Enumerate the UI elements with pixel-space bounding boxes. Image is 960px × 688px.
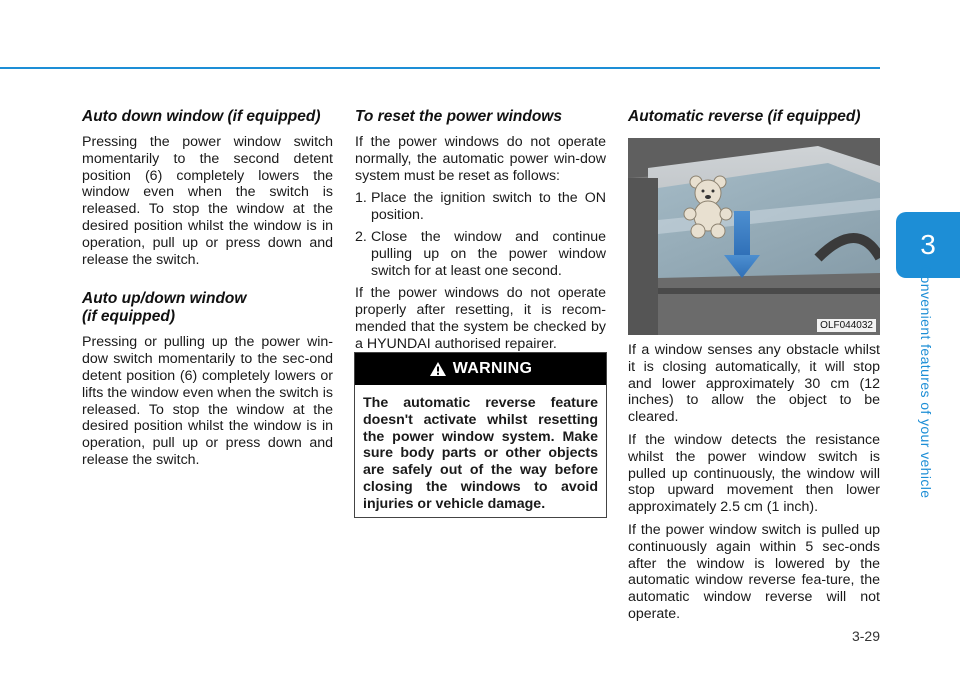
heading-reset: To reset the power windows: [355, 108, 562, 125]
paragraph-reset-note: If the power windows do not operate properly after resetting, it is recom-mended that the system be checked by a HYUNDAI authorised repairer.: [355, 285, 606, 352]
step-text: Close the window and continue pulling up on the power window switch for at least one second.: [371, 228, 606, 279]
chapter-title: Convenient features of your vehicle: [918, 265, 934, 499]
paragraph-repeat: If the power window switch is pulled up continuously again within 5 sec-onds after the window is lowered by the automatic window reverse fea-ture, the automatic window reverse will not operate.: [628, 521, 880, 622]
reset-steps: [355, 190, 606, 279]
image-code: OLF044032: [817, 319, 876, 332]
paragraph-resistance: If the window detects the resistance whilst the power window switch is pulled up continuously, the window will stop upward movement then lower approximately 2.5 cm (1 inch).: [628, 431, 880, 516]
step-number: 1.: [355, 190, 367, 207]
heading-auto-up-down-line1: Auto up/down window: [82, 290, 247, 308]
step-number: 2.: [355, 228, 367, 245]
warning-triangle-icon: [429, 361, 447, 377]
warning-header: [355, 353, 606, 385]
heading-auto-down: Auto down window (if equipped): [82, 108, 321, 125]
step-text: Place the ignition switch to the ON position.: [371, 190, 606, 224]
column-reset: [355, 108, 606, 359]
reset-step: [355, 229, 606, 279]
paragraph-obstacle: If a window senses any obstacle whilst it is closing automatically, it will stop and lower approximately 30 cm (12 inches) to allow the object to be cleared.: [628, 342, 880, 426]
warning-box: [354, 352, 607, 518]
paragraph-reset-intro: If the power windows do not operate normally, the automatic power win-dow system must be reset as follows:: [355, 134, 606, 184]
warning-title: WARNING: [452, 360, 533, 377]
paragraph-auto-down: Pressing the power window switch momentarily to the second detent position (6) completely lowers the window even when the switch is released. To stop the window at the desired position whilst the window is in operation, pull up or press down and release the switch.: [82, 134, 333, 268]
paragraph-auto-up-down: Pressing or pulling up the power win-dow switch momentarily to the sec-ond detent position (6) completely lowers or lifts the window even when the switch is released. To stop the window at the desired position whilst the window is in operation, pull up or press down and release the switch.: [82, 334, 333, 468]
chapter-number: 3: [920, 229, 936, 260]
heading-auto-reverse: Automatic reverse (if equipped): [628, 108, 861, 125]
reset-step: [355, 190, 606, 224]
heading-auto-up-down: [82, 290, 333, 326]
warning-text: The automatic reverse feature doesn't activate whilst resetting the power window system. Make sure body parts or other objects are safely out of the way before closing the windows to avoid injuries or vehicle damage.: [363, 395, 598, 512]
column-auto-reverse: [628, 108, 880, 134]
column-auto-reverse-text: [628, 342, 880, 629]
column-auto-window: [82, 108, 333, 475]
header-rule: [0, 67, 880, 69]
page-number: 3-29: [851, 628, 880, 644]
heading-auto-up-down-line2: (if equipped): [82, 308, 175, 326]
car-interior-image: [628, 138, 880, 335]
car-window-illustration: [628, 138, 880, 335]
